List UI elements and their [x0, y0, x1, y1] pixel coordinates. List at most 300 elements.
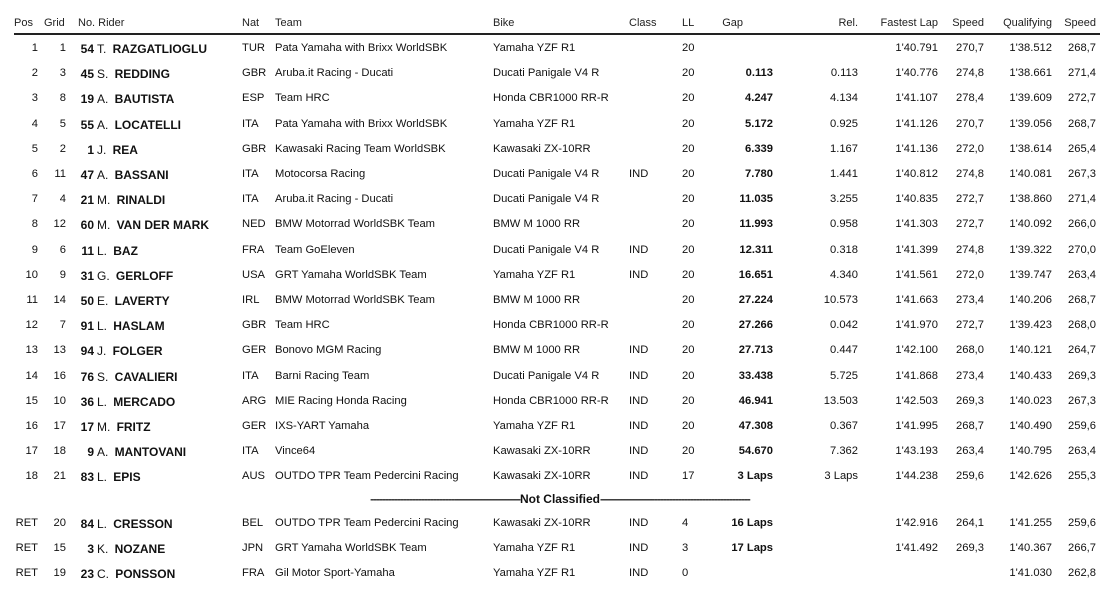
header-qualifying-speed: Speed: [1064, 17, 1096, 29]
speed: 274,8: [956, 243, 984, 256]
pos: 13: [25, 344, 38, 357]
class: IND: [629, 567, 649, 580]
rider-name: [97, 420, 151, 434]
qualifying-speed: 268,7: [1068, 42, 1096, 54]
rider-number: 36: [80, 394, 94, 409]
team: Team HRC: [275, 319, 330, 332]
nationality: JPN: [242, 542, 264, 555]
not-classified-separator: [280, 492, 840, 506]
bike: Yamaha YZF R1: [493, 420, 576, 432]
rider-first-initial: L.: [97, 517, 108, 531]
nationality: AUS: [242, 470, 266, 483]
rel: 7.362: [830, 445, 858, 458]
rider-name: [97, 218, 209, 232]
header-speed: Speed: [952, 17, 984, 29]
rel: 4.134: [830, 92, 858, 105]
header-nat: Nat: [242, 17, 260, 29]
rel: 0.113: [830, 67, 858, 80]
qualifying: 1'40.367: [1009, 542, 1052, 555]
laps-led: 20: [682, 42, 695, 54]
laps-led: 3: [682, 542, 689, 555]
nationality: ITA: [242, 193, 259, 206]
speed: 270,7: [956, 117, 984, 130]
speed: 268,7: [956, 420, 984, 432]
speed: 272,7: [956, 193, 984, 206]
rider-last-name: REA: [112, 142, 138, 157]
grid: 14: [53, 294, 66, 306]
pos: 6: [31, 168, 38, 180]
gap: 16 Laps: [731, 517, 773, 529]
bike: Ducati Panigale V4 R: [493, 369, 600, 382]
table-row: [0, 218, 1104, 238]
class: IND: [629, 542, 649, 555]
speed: 273,4: [956, 369, 984, 382]
rider-first-initial: K.: [97, 542, 109, 557]
rider-number: 19: [80, 92, 94, 107]
pos: 17: [25, 445, 38, 458]
qualifying-speed: 267,3: [1068, 394, 1096, 407]
rider-name: [97, 92, 174, 106]
nationality: IRL: [242, 294, 260, 306]
speed: 274,8: [956, 67, 984, 80]
qualifying: 1'38.661: [1009, 67, 1052, 80]
rider-last-name: REDDING: [114, 67, 170, 82]
qualifying-speed: 270,0: [1068, 243, 1096, 256]
team: IXS-YART Yamaha: [275, 420, 370, 432]
rel: 13.503: [823, 394, 858, 407]
rel: 4.340: [830, 268, 858, 281]
rider-name: [97, 143, 138, 157]
table-row: [0, 567, 1104, 587]
qualifying-speed: 259,6: [1068, 517, 1096, 529]
bike: Kawasaki ZX-10RR: [493, 445, 591, 458]
laps-led: 20: [682, 319, 695, 332]
qualifying-speed: 268,0: [1068, 319, 1096, 332]
team: Vince64: [275, 445, 316, 458]
gap: 54.670: [738, 445, 773, 458]
table-row: [0, 118, 1104, 138]
nationality: ITA: [242, 445, 259, 458]
team: Team GoEleven: [275, 243, 355, 256]
rider-name: [97, 67, 170, 81]
separator-dashes-right: --------------------------------------------------: [600, 492, 750, 506]
qualifying: 1'40.490: [1009, 420, 1052, 432]
pos: RET: [15, 542, 38, 555]
header-ll: LL: [682, 17, 695, 29]
rider-number: 23: [80, 567, 94, 582]
fastest-lap: 1'41.970: [895, 319, 938, 332]
qualifying-speed: 266,7: [1068, 542, 1096, 555]
bike: Kawasaki ZX-10RR: [493, 517, 591, 529]
table-row: [0, 344, 1104, 364]
fastest-lap: 1'40.812: [895, 168, 938, 180]
table-row: [0, 143, 1104, 163]
grid: 4: [59, 193, 66, 206]
rider-name: [97, 294, 170, 308]
qualifying: 1'40.092: [1009, 218, 1052, 231]
team: Aruba.it Racing - Ducati: [275, 193, 394, 206]
rider-first-initial: S.: [97, 67, 109, 82]
laps-led: 0: [682, 567, 689, 580]
class: IND: [629, 369, 649, 382]
gap: 5.172: [745, 117, 773, 130]
rider-last-name: BAZ: [113, 243, 138, 258]
rider-first-initial: M.: [97, 218, 111, 233]
table-row: [0, 517, 1104, 537]
rider-last-name: RINALDI: [116, 193, 166, 208]
laps-led: 20: [682, 344, 695, 357]
pos: 18: [25, 470, 38, 483]
pos: 11: [26, 294, 38, 306]
qualifying-speed: 262,8: [1068, 567, 1096, 580]
grid: 2: [59, 142, 66, 155]
rider-last-name: VAN DER MARK: [116, 218, 210, 233]
laps-led: 20: [682, 243, 695, 256]
rider-first-initial: J.: [97, 142, 107, 157]
table-row: [0, 542, 1104, 562]
header-no-rider: No. Rider: [78, 17, 125, 29]
speed: 272,0: [956, 268, 984, 281]
rider-number: 3: [87, 542, 94, 557]
table-row: [0, 445, 1104, 465]
header-pos: Pos: [14, 17, 33, 29]
gap: 33.438: [738, 369, 773, 382]
nationality: ITA: [242, 168, 259, 180]
rel: 10.573: [823, 294, 858, 306]
class: IND: [629, 445, 649, 458]
rider-first-initial: A.: [97, 92, 109, 107]
class: IND: [629, 344, 649, 357]
grid: 1: [59, 42, 66, 54]
header-qualifying: Qualifying: [1003, 17, 1052, 29]
fastest-lap: 1'41.126: [895, 117, 938, 130]
pos: 12: [25, 319, 38, 332]
team: MIE Racing Honda Racing: [275, 394, 407, 407]
rel: 1.167: [830, 142, 858, 155]
gap: 27.713: [738, 344, 773, 357]
grid: 17: [53, 420, 66, 432]
qualifying-speed: 272,7: [1068, 92, 1096, 105]
laps-led: 20: [682, 268, 695, 281]
laps-led: 20: [682, 294, 695, 306]
nationality: USA: [242, 268, 266, 281]
rider-name: [97, 445, 186, 459]
rider-name: [97, 168, 169, 182]
rider-number: 45: [80, 67, 94, 82]
grid: 21: [53, 470, 66, 483]
rider-first-initial: M.: [97, 193, 111, 208]
grid: 11: [54, 168, 66, 180]
speed: 270,7: [956, 42, 984, 54]
rider-first-initial: M.: [97, 420, 111, 434]
table-row: [0, 319, 1104, 339]
rider-number: 91: [80, 319, 94, 334]
pos: RET: [15, 567, 38, 580]
rider-number: 84: [80, 517, 94, 531]
grid: 9: [59, 268, 66, 281]
class: IND: [629, 243, 649, 256]
bike: Ducati Panigale V4 R: [493, 193, 600, 206]
speed: 278,4: [956, 92, 984, 105]
table-row: [0, 269, 1104, 289]
gap: 27.224: [738, 294, 773, 306]
speed: 273,4: [956, 294, 984, 306]
speed: 274,8: [956, 168, 984, 180]
bike: BMW M 1000 RR: [493, 218, 581, 231]
table-row: [0, 67, 1104, 87]
rider-last-name: HASLAM: [113, 319, 165, 334]
rider-name: [97, 244, 138, 258]
rider-last-name: FOLGER: [112, 344, 163, 359]
team: OUTDO TPR Team Pedercini Racing: [275, 517, 459, 529]
grid: 12: [53, 218, 66, 231]
fastest-lap: 1'41.663: [895, 294, 938, 306]
rel: 0.318: [830, 243, 858, 256]
table-row: [0, 370, 1104, 390]
rider-name: [97, 470, 141, 484]
qualifying: 1'42.626: [1009, 470, 1052, 483]
table-row: [0, 42, 1104, 62]
gap: 0.113: [745, 67, 773, 80]
laps-led: 20: [682, 67, 695, 80]
pos: 1: [31, 42, 38, 54]
fastest-lap: 1'41.136: [895, 142, 938, 155]
qualifying-speed: 255,3: [1068, 470, 1096, 483]
qualifying: 1'41.030: [1009, 567, 1052, 580]
header-divider: [14, 33, 1100, 35]
bike: Yamaha YZF R1: [493, 117, 576, 130]
qualifying-speed: 271,4: [1068, 67, 1096, 80]
rider-number: 17: [80, 420, 94, 434]
team: Kawasaki Racing Team WorldSBK: [275, 142, 446, 155]
qualifying: 1'38.860: [1009, 193, 1052, 206]
laps-led: 20: [682, 168, 695, 180]
fastest-lap: 1'41.995: [895, 420, 938, 432]
rider-name: [97, 567, 175, 581]
pos: 10: [25, 268, 38, 281]
rider-last-name: BASSANI: [114, 168, 169, 182]
rider-first-initial: L.: [97, 394, 108, 409]
laps-led: 20: [682, 142, 695, 155]
qualifying: 1'39.423: [1009, 319, 1052, 332]
rider-first-initial: A.: [97, 445, 109, 460]
qualifying-speed: 271,4: [1068, 193, 1096, 206]
rider-number: 47: [80, 168, 94, 182]
bike: Ducati Panigale V4 R: [493, 243, 600, 256]
qualifying: 1'40.121: [1009, 344, 1052, 357]
team: BMW Motorrad WorldSBK Team: [275, 294, 435, 306]
rider-first-initial: C.: [97, 567, 109, 582]
gap: 7.780: [745, 168, 773, 180]
rel: 1.441: [830, 168, 858, 180]
rider-last-name: MANTOVANI: [114, 445, 187, 460]
grid: 15: [53, 542, 66, 555]
pos: 3: [31, 92, 38, 105]
grid: 19: [53, 567, 66, 580]
fastest-lap: 1'42.916: [895, 517, 938, 529]
qualifying-speed: 264,7: [1068, 344, 1096, 357]
speed: 269,3: [956, 542, 984, 555]
rider-first-initial: E.: [97, 294, 109, 308]
rider-number: 60: [80, 218, 94, 233]
class: IND: [629, 420, 649, 432]
fastest-lap: 1'41.868: [895, 369, 938, 382]
bike: Ducati Panigale V4 R: [493, 168, 600, 180]
laps-led: 4: [682, 517, 689, 529]
qualifying-speed: 269,3: [1068, 369, 1096, 382]
rider-last-name: BAUTISTA: [114, 92, 175, 107]
qualifying: 1'40.795: [1009, 445, 1052, 458]
fastest-lap: 1'40.835: [895, 193, 938, 206]
qualifying-speed: 267,3: [1068, 168, 1096, 180]
speed: 263,4: [956, 445, 984, 458]
rider-name: [97, 118, 181, 132]
fastest-lap: 1'41.399: [895, 243, 938, 256]
pos: 7: [31, 193, 38, 206]
fastest-lap: 1'43.193: [895, 445, 938, 458]
qualifying-speed: 268,7: [1068, 117, 1096, 130]
rider-last-name: LAVERTY: [114, 294, 170, 308]
rider-last-name: NOZANE: [114, 542, 166, 557]
rider-number: 21: [80, 193, 94, 208]
nationality: GER: [242, 344, 267, 357]
rider-name: [97, 542, 165, 556]
bike: Kawasaki ZX-10RR: [493, 470, 591, 483]
gap: 17 Laps: [731, 542, 773, 555]
gap: 3 Laps: [737, 470, 773, 483]
qualifying: 1'39.322: [1009, 243, 1052, 256]
laps-led: 20: [682, 420, 695, 432]
team: BMW Motorrad WorldSBK Team: [275, 218, 435, 231]
rider-last-name: RAZGATLIOGLU: [112, 42, 207, 56]
rider-first-initial: L.: [97, 319, 108, 334]
speed: 259,6: [956, 470, 984, 483]
header-grid: Grid: [44, 17, 65, 29]
team: Pata Yamaha with Brixx WorldSBK: [275, 117, 448, 130]
grid: 16: [53, 369, 66, 382]
header-rel: Rel.: [838, 17, 858, 29]
speed: 268,0: [956, 344, 984, 357]
qualifying-speed: 266,0: [1068, 218, 1096, 231]
qualifying-speed: 259,6: [1068, 420, 1096, 432]
speed: 272,7: [956, 319, 984, 332]
rider-number: 83: [80, 470, 94, 485]
header-team: Team: [275, 17, 302, 29]
laps-led: 17: [682, 470, 695, 483]
grid: 3: [59, 67, 66, 80]
team: Bonovo MGM Racing: [275, 344, 382, 357]
rider-number: 55: [80, 117, 94, 132]
bike: Honda CBR1000 RR-R: [493, 394, 609, 407]
qualifying-speed: 263,4: [1068, 445, 1096, 458]
separator-dashes-left: --------------------------------------------------: [370, 492, 520, 506]
qualifying: 1'40.023: [1009, 394, 1052, 407]
table-row: [0, 244, 1104, 264]
rider-last-name: GERLOFF: [115, 268, 174, 283]
rider-name: [97, 193, 165, 207]
rider-name: [97, 42, 207, 56]
nationality: ESP: [242, 92, 265, 105]
bike: Yamaha YZF R1: [493, 567, 576, 580]
fastest-lap: 1'40.776: [895, 67, 938, 80]
grid: 5: [59, 117, 66, 130]
bike: Honda CBR1000 RR-R: [493, 319, 609, 332]
table-row: [0, 420, 1104, 440]
speed: 272,0: [956, 142, 984, 155]
gap: 16.651: [738, 268, 773, 281]
rider-number: 94: [80, 344, 94, 359]
rider-name: [97, 344, 163, 358]
nationality: TUR: [242, 42, 265, 54]
rel: 0.958: [830, 218, 858, 231]
class: IND: [629, 394, 649, 407]
rider-first-initial: J.: [97, 344, 107, 359]
qualifying: 1'39.609: [1009, 92, 1052, 105]
pos: 4: [31, 117, 38, 130]
table-row: [0, 294, 1104, 314]
rider-last-name: EPIS: [113, 470, 141, 485]
header-class: Class: [629, 17, 657, 29]
nationality: ARG: [242, 394, 267, 407]
laps-led: 20: [682, 394, 695, 407]
bike: BMW M 1000 RR: [493, 294, 581, 306]
bike: Yamaha YZF R1: [493, 42, 576, 54]
pos: 15: [25, 394, 38, 407]
rider-name: [97, 395, 175, 409]
class: IND: [629, 517, 649, 529]
rider-number: 31: [80, 268, 94, 283]
team: Aruba.it Racing - Ducati: [275, 67, 394, 80]
rider-last-name: CRESSON: [113, 517, 173, 531]
nationality: GBR: [242, 142, 267, 155]
rider-name: [97, 319, 165, 333]
team: OUTDO TPR Team Pedercini Racing: [275, 470, 459, 483]
rel: 3 Laps: [824, 470, 858, 483]
qualifying: 1'40.433: [1009, 369, 1052, 382]
grid: 10: [53, 394, 66, 407]
gap: 11.035: [739, 193, 773, 206]
nationality: NED: [242, 218, 266, 231]
grid: 13: [53, 344, 66, 357]
table-header: [0, 17, 1104, 33]
rider-name: [97, 517, 173, 531]
table-row: [0, 395, 1104, 415]
rider-last-name: FRITZ: [116, 420, 151, 434]
fastest-lap: 1'42.100: [895, 344, 938, 357]
team: GRT Yamaha WorldSBK Team: [275, 268, 427, 281]
pos: RET: [15, 517, 38, 529]
gap: 4.247: [745, 92, 773, 105]
header-bike: Bike: [493, 17, 515, 29]
gap: 27.266: [738, 319, 773, 332]
table-row: [0, 193, 1104, 213]
header-gap: Gap: [722, 17, 743, 29]
laps-led: 20: [682, 117, 695, 130]
team: Pata Yamaha with Brixx WorldSBK: [275, 42, 448, 54]
gap: 12.311: [739, 243, 773, 256]
rider-number: 76: [80, 369, 94, 384]
bike: Yamaha YZF R1: [493, 268, 576, 281]
qualifying: 1'41.255: [1009, 517, 1052, 529]
rider-name: [97, 269, 173, 283]
qualifying-speed: 265,4: [1068, 142, 1096, 155]
rider-first-initial: G.: [97, 268, 110, 283]
pos: 16: [25, 420, 38, 432]
nationality: GER: [242, 420, 267, 432]
fastest-lap: 1'41.561: [895, 268, 938, 281]
grid: 7: [59, 319, 66, 332]
team: Gil Motor Sport-Yamaha: [275, 567, 395, 580]
